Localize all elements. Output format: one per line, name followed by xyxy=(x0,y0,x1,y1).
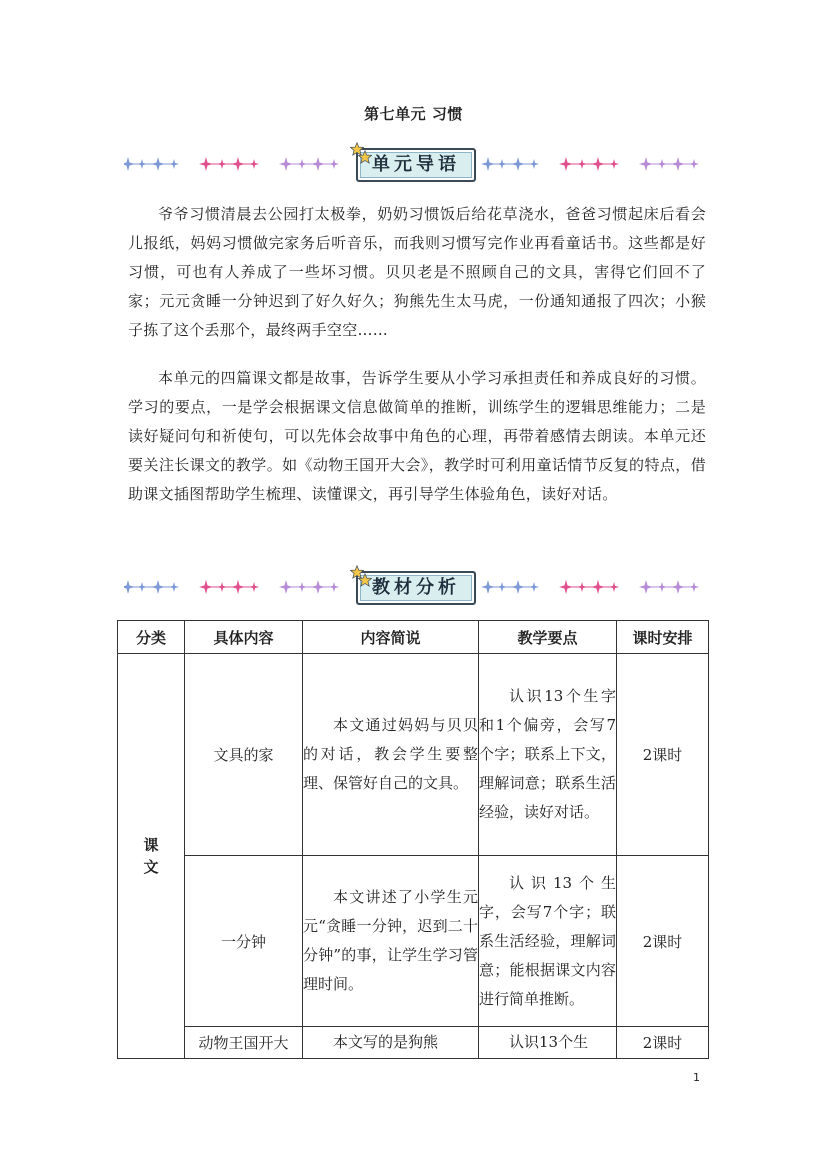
sparkle-icon xyxy=(511,580,525,594)
sparkle-icon xyxy=(609,582,619,592)
category-cell xyxy=(118,654,185,1059)
section-badge-analysis xyxy=(356,571,476,605)
sparkle-icon xyxy=(671,157,685,171)
table-row xyxy=(118,654,709,856)
sparkle-icon xyxy=(297,582,307,592)
sparkle-icon xyxy=(609,159,619,169)
section-heading-analysis: 教材分析 xyxy=(372,577,460,598)
sparkle-icon xyxy=(639,580,653,594)
category-label: 课文 xyxy=(143,836,159,876)
sparkle-icon xyxy=(689,582,699,592)
sparkle-icon xyxy=(137,582,147,592)
page-title: 第七单元 习惯 xyxy=(364,105,463,123)
sparkle-icon xyxy=(137,159,147,169)
header-category: 分类 xyxy=(118,621,185,654)
sparkle-icon xyxy=(559,580,573,594)
header-points: 教学要点 xyxy=(479,621,617,654)
sparkle-icon xyxy=(311,157,325,171)
header-content: 具体内容 xyxy=(185,621,303,654)
row-points: 认识13个生字，会写7个字；联系生活经验，理解词意；能根据课文内容进行简单推断。 xyxy=(479,856,617,1027)
sparkle-icon xyxy=(591,157,605,171)
sparkle-icon xyxy=(511,157,525,171)
table-row xyxy=(118,856,709,1027)
row-summary: 本文通过妈妈与贝贝的对话，教会学生要整理、保管好自己的文具。 xyxy=(303,654,479,856)
sparkle-icon xyxy=(151,157,165,171)
row-summary: 本文写的是狗熊 xyxy=(303,1027,479,1059)
sparkle-icon xyxy=(169,582,179,592)
page-number: 1 xyxy=(693,1071,700,1084)
header-hours: 课时安排 xyxy=(617,621,709,654)
sparkle-icon xyxy=(217,582,227,592)
section-badge-intro xyxy=(356,148,476,182)
sparkle-icon xyxy=(279,157,293,171)
sparkle-icon xyxy=(497,582,507,592)
sparkle-icon xyxy=(124,580,135,594)
row-summary: 本文讲述了小学生元元“贪睡一分钟，迟到二十分钟”的事，让学生学习管理时间。 xyxy=(303,856,479,1027)
sparkle-icon xyxy=(529,159,539,169)
row-content: 一分钟 xyxy=(185,856,303,1027)
sparkle-icon xyxy=(249,582,259,592)
sparkle-icon xyxy=(231,580,245,594)
row-content: 动物王国开大 xyxy=(185,1027,303,1059)
sparkle-icon xyxy=(169,159,179,169)
analysis-table xyxy=(117,620,709,1059)
sparkle-icon xyxy=(577,159,587,169)
row-hours: 2课时 xyxy=(617,654,709,856)
sparkle-icon xyxy=(311,580,325,594)
row-points: 认识13个生 xyxy=(479,1027,617,1059)
row-points: 认识13个生字和1个偏旁，会写7个字；联系上下文，理解词意；联系生活经验，读好对话。 xyxy=(479,654,617,856)
sparkle-icon xyxy=(577,582,587,592)
sparkle-icon xyxy=(497,159,507,169)
sparkle-icon xyxy=(689,159,699,169)
sparkle-icon xyxy=(231,157,245,171)
sparkle-icon xyxy=(279,580,293,594)
intro-paragraph-1: 爷爷习惯清晨去公园打太极拳，奶奶习惯饭后给花草浇水，爸爸习惯起床后看会儿报纸，妈妈习惯做完家务后听音乐，而我则习惯写完作业再看童话书。这些都是好习惯，可也有人养成了一些坏习惯。贝贝老是不照顾自己的文具，害得它们回不了家；元元贪睡一分钟迟到了好久好久；狗熊先生太马虎，一份通知通报了四次；小猴子拣了这个丢那个，最终两手空空…… xyxy=(128,205,706,339)
row-hours: 2课时 xyxy=(617,1027,709,1059)
sparkle-icon xyxy=(297,159,307,169)
sparkle-icon xyxy=(529,582,539,592)
sparkle-icon xyxy=(199,580,213,594)
section-banner-analysis xyxy=(124,567,704,607)
sparkle-icon xyxy=(124,157,135,171)
sparkle-icon xyxy=(591,580,605,594)
table-row xyxy=(118,1027,709,1059)
row-content: 文具的家 xyxy=(185,654,303,856)
sparkle-icon xyxy=(329,159,339,169)
star-icon xyxy=(358,573,372,587)
intro-paragraph-2: 本单元的四篇课文都是故事，告诉学生要从小学习承担责任和养成良好的习惯。学习的要点，一是学会根据课文信息做简单的推断，训练学生的逻辑思维能力；二是读好疑问句和祈使句，可以先体会故事中角色的心理，再带着感情去朗读。本单元还要关注长课文的教学。如《动物王国开大会》，教学时可利用童话情节反复的特点，借助课文插图帮助学生梳理、读懂课文，再引导学生体验角色，读好对话。 xyxy=(128,369,706,503)
sparkle-icon xyxy=(657,582,667,592)
star-icon xyxy=(358,150,372,164)
sparkle-icon xyxy=(217,159,227,169)
sparkle-icon xyxy=(639,157,653,171)
sparkle-icon xyxy=(671,580,685,594)
sparkle-icon xyxy=(481,580,495,594)
sparkle-icon xyxy=(249,159,259,169)
sparkle-icon xyxy=(559,157,573,171)
sparkle-icon xyxy=(329,582,339,592)
sparkle-icon xyxy=(481,157,495,171)
row-hours: 2课时 xyxy=(617,856,709,1027)
table-header-row xyxy=(118,621,709,654)
header-summary: 内容简说 xyxy=(303,621,479,654)
sparkle-icon xyxy=(657,159,667,169)
section-banner-intro xyxy=(124,144,704,184)
sparkle-icon xyxy=(151,580,165,594)
sparkle-icon xyxy=(199,157,213,171)
section-heading-intro: 单元导语 xyxy=(372,154,460,175)
